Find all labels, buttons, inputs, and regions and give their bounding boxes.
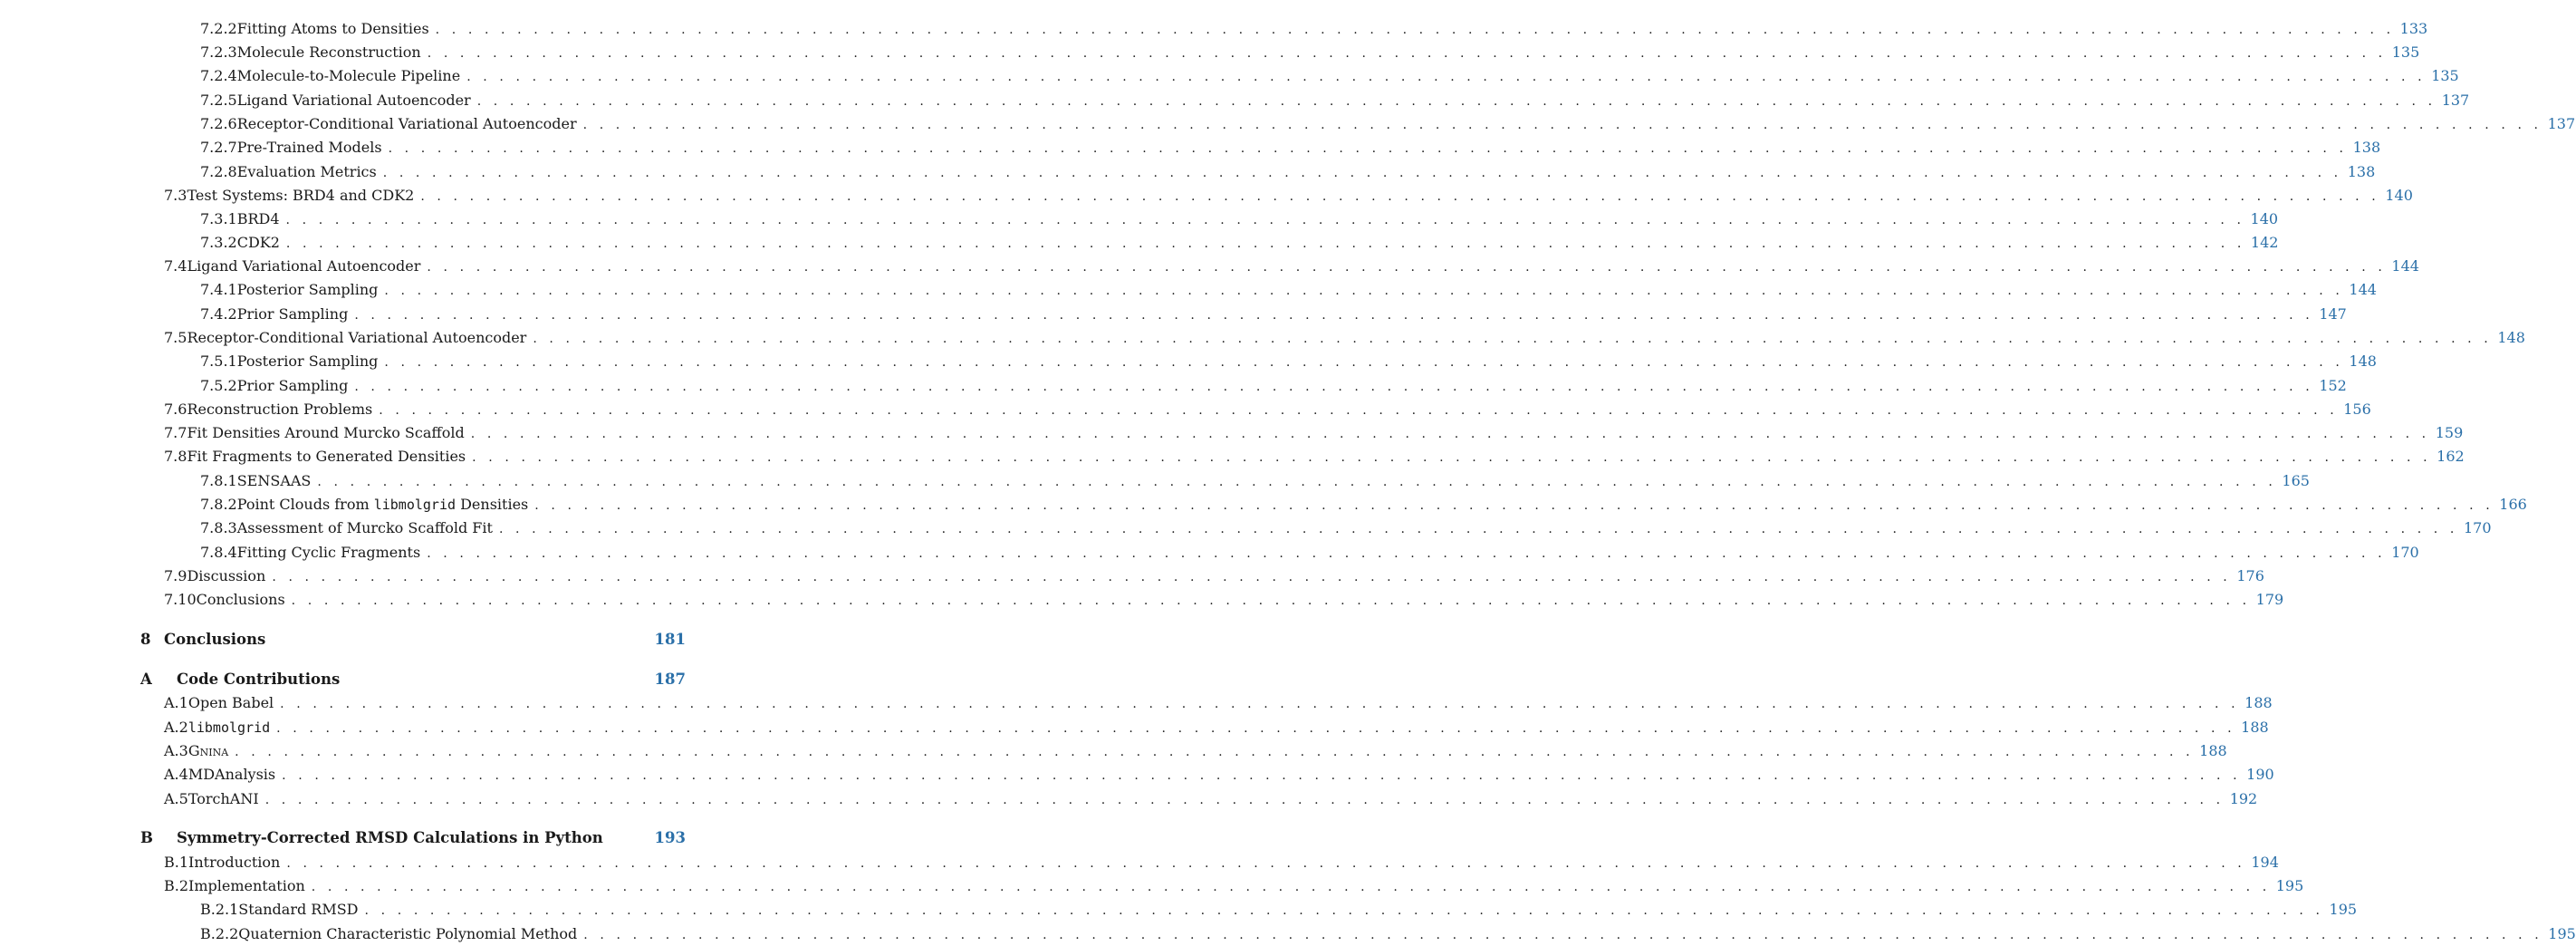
toc-page-link[interactable]: 193 bbox=[654, 829, 686, 846]
toc-entry[interactable] bbox=[200, 304, 2347, 325]
toc-page-link[interactable]: 176 bbox=[2236, 567, 2264, 584]
toc-leader-dots: . . . . . . . . . . . . . . . . . . . . . . . . . . . . . . . . . . . . . . . . . . . . . . . . . . . . . . . . . . . . . . . . . . . . . . . . . . . . . . . . . . . . . . . . . . . . . . . . . . . . . . . . . . . . . . . . . . . . . . . . bbox=[420, 189, 2380, 204]
toc-entry-title[interactable]: Posterior Sampling bbox=[236, 352, 379, 370]
toc-leader-dots: . . . . . . . . . . . . . . . . . . . . . . . . . . . . . . . . . . . . . . . . . . . . . . . . . . . . . . . . . . . . . . . . . . . . . . . . . . . . . . . . . . . . . . . . . . . . . . . . . . . . . . . . . . . . . . . . . . . . . . . . bbox=[583, 928, 2543, 942]
toc-entry[interactable] bbox=[164, 589, 2284, 611]
toc-entry-number: 7.2.5 bbox=[200, 92, 237, 109]
toc-page-link[interactable]: 166 bbox=[2499, 496, 2527, 513]
toc-entry-number: A.1 bbox=[164, 694, 188, 711]
toc-page-link[interactable]: 188 bbox=[2244, 694, 2273, 711]
toc-page-link[interactable]: 170 bbox=[2391, 544, 2419, 561]
toc-entry-number: 7.5 bbox=[164, 329, 187, 346]
toc-entry[interactable] bbox=[140, 827, 686, 849]
toc-entry-title[interactable]: Conclusions bbox=[164, 631, 266, 648]
toc-leader-dots: . . . . . . . . . . . . . . . . . . . . . . . . . . . . . . . . . . . . . . . . . . . . . . . . . . . . . . . . . . . . . . . . . . . . . . . . . . . . . . . . . . . . . . . . . . . . . . . . . . . . . . . . . . . . . . . . . . . . . . . . bbox=[282, 768, 2242, 783]
toc-entry-number: 7.10 bbox=[164, 591, 197, 608]
toc-leader-dots: . . . . . . . . . . . . . . . . . . . . . . . . . . . . . . . . . . . . . . . . . . . . . . . . . . . . . . . . . . . . . . . . . . . . . . . . . . . . . . . . . . . . . . . . . . . . . . . . . . . . . . . . . . . . . . . . . . . . . . . . bbox=[311, 880, 2271, 894]
toc-entry-title[interactable]: CDK2 bbox=[236, 234, 280, 251]
toc-entry[interactable] bbox=[164, 446, 2465, 468]
toc-entry-title[interactable]: Implementation bbox=[188, 877, 305, 894]
toc-entry-title[interactable]: Open Babel bbox=[187, 694, 274, 711]
toc-page-link[interactable]: 137 bbox=[2547, 115, 2576, 132]
toc-page-link[interactable]: 170 bbox=[2463, 519, 2492, 536]
toc-leader-dots: . . . . . . . . . . . . . . . . . . . . . . . . . . . . . . . . . . . . . . . . . . . . . . . . . . . . . . . . . . . . . . . . . . . . . . . . . . . . . . . . . . . . . . . . . . . . . . . . . . . . . . . . . . . . . . . . . . . . . . . . bbox=[291, 594, 2251, 608]
toc-entry[interactable] bbox=[164, 256, 2419, 277]
toc-entry[interactable] bbox=[164, 740, 2227, 762]
toc-entry-number: 7.3.1 bbox=[200, 210, 237, 227]
toc-leader-dots: . . . . . . . . . . . . . . . . . . . . . . . . . . . . . . . . . . . . . . . . . . . . . . . . . . . . . . . . . . . . . . . . . . . . . . . . . . . . . . . . . . . . . . . . . . . . . . . . . . . . . . . . . . . . . . . . . . . . . . . . bbox=[427, 260, 2387, 275]
toc-leader-dots: . . . . . . . . . . . . . . . . . . . . . . . . . . . . . . . . . . . . . . . . . . . . . . . . . . . . . . . . . . . . . . . . . . . . . . . . . . . . . . . . . . . . . . . . . . . . . . . . . . . . . . . . . . . . . . . . . . . . . . . . bbox=[470, 427, 2430, 441]
toc-entry-number: B.1 bbox=[164, 854, 189, 871]
toc-entry-title[interactable]: Point Clouds from libmolgrid Densities bbox=[236, 496, 529, 513]
toc-leader-dots: . . . . . . . . . . . . . . . . . . . . . . . . . . . . . . . . . . . . . . . . . . . . . . . . . . . . . . . . . . . . . . . . . . . . . . . . . . . . . . . . . . . . . . . . . . . . . . . . . . . . . . . . . . . . . . . . . . . . . . . . bbox=[533, 332, 2493, 346]
toc-entry-number: B bbox=[140, 829, 153, 846]
toc-entry-number: 7.5.2 bbox=[200, 377, 237, 394]
toc-page-link[interactable]: 156 bbox=[2343, 401, 2371, 418]
toc-entry-number: B.2.1 bbox=[200, 901, 239, 918]
toc-leader-dots: . . . . . . . . . . . . . . . . . . . . . . . . . . . . . . . . . . . . . . . . . . . . . . . . . . . . . . . . . . . . . . . . . . . . . . . . . . . . . . . . . . . . . . . . . . . . . . . . . . . . . . . . . . . . . . . . . . . . . . . . bbox=[472, 450, 2432, 465]
toc-entry-number: 7.8.2 bbox=[200, 496, 237, 513]
toc-entry-number: A bbox=[140, 671, 152, 688]
toc-leader-dots: . . . . . . . . . . . . . . . . . . . . . . . . . . . . . . . . . . . . . . . . . . . . . . . . . . . . . . . . . . . . . . . . . . . . . . . . . . . . . . . . . . . . . . . . . . . . . . . . . . . . . . . . . . . . . . . . . . . . . . . . bbox=[476, 94, 2437, 109]
toc-entry-title[interactable]: Symmetry-Corrected RMSD Calculations in Python bbox=[177, 829, 603, 846]
toc-page-link[interactable]: 140 bbox=[2250, 210, 2279, 227]
toc-page-link[interactable]: 133 bbox=[2399, 20, 2428, 37]
toc-entry-number: A.5 bbox=[164, 790, 188, 807]
toc-entry-title[interactable]: Fitting Atoms to Densities bbox=[236, 20, 429, 37]
toc-entry[interactable] bbox=[200, 517, 2492, 539]
toc-entry[interactable] bbox=[164, 692, 2273, 714]
toc-entry-title[interactable]: Fit Densities Around Murcko Scaffold bbox=[187, 424, 465, 441]
toc-leader-dots: . . . . . . . . . . . . . . . . . . . . . . . . . . . . . . . . . . . . . . . . . . . . . . . . . . . . . . . . . . . . . . . . . . . . . . . . . . . . . . . . . . . . . . . . . . . . . . . . . . . . . . . . . . . . . . . . . . . . . . . . bbox=[388, 141, 2348, 156]
toc-entry-title[interactable]: Prior Sampling bbox=[236, 377, 349, 394]
toc-leader-dots: . . . . . . . . . . . . . . . . . . . . . . . . . . . . . . . . . . . . . . . . . . . . . . . . . . . . . . . . . . . . . . . . . . . . . . . . . . . . . . . . . . . . . . . . . . . . . . . . . . . . . . . . . . . . . . . . . . . . . . . . bbox=[435, 23, 2395, 37]
toc-entry-title[interactable]: Posterior Sampling bbox=[236, 281, 379, 298]
toc-page-link[interactable]: 190 bbox=[2246, 766, 2274, 783]
toc-page-link[interactable]: 152 bbox=[2319, 377, 2347, 394]
toc-page-link[interactable]: 192 bbox=[2229, 790, 2258, 807]
toc-entry-number: A.3 bbox=[164, 742, 188, 759]
toc-page-link[interactable]: 140 bbox=[2385, 187, 2413, 204]
toc-entry-title[interactable]: Prior Sampling bbox=[236, 305, 349, 323]
toc-page-link[interactable]: 135 bbox=[2391, 43, 2420, 61]
toc-entry-number: 7.2.7 bbox=[200, 139, 237, 156]
toc-entry-number: 7.9 bbox=[164, 567, 187, 584]
toc-entry-number: 7.8.3 bbox=[200, 519, 237, 536]
toc-entry-number: 7.8.4 bbox=[200, 544, 237, 561]
toc-entry[interactable] bbox=[164, 764, 2274, 786]
toc-entry[interactable] bbox=[164, 565, 2264, 587]
toc-page-link[interactable]: 165 bbox=[2282, 472, 2310, 489]
toc-entry-number: 7.2.2 bbox=[200, 20, 237, 37]
toc-entry[interactable] bbox=[200, 923, 2576, 945]
toc-entry[interactable] bbox=[200, 542, 2419, 564]
toc-page-link[interactable]: 138 bbox=[2352, 139, 2381, 156]
toc-page-link[interactable]: 138 bbox=[2347, 163, 2376, 180]
toc-entry[interactable] bbox=[200, 375, 2347, 397]
toc-leader-dots: . . . . . . . . . . . . . . . . . . . . . . . . . . . . . . . . . . . . . . . . . . . . . . . . . . . . . . . . . . . . . . . . . . . . . . . . . . . . . . . . . . . . . . . . . . . . . . . . . . . . . . . . . . . . . . . . . . . . . . . . bbox=[354, 380, 2314, 394]
toc-page-link[interactable]: 159 bbox=[2435, 424, 2464, 441]
toc-leader-dots: . . . . . . . . . . . . . . . . . . . . . . . . . . . . . . . . . . . . . . . . . . . . . . . . . . . . . . . . . . . . . . . . . . . . . . . . . . . . . . . . . . . . . . . . . . . . . . . . . . . . . . . . . . . . . . . . . . . . . . . . bbox=[384, 284, 2344, 298]
toc-entry-title[interactable]: Quaternion Characteristic Polynomial Method bbox=[238, 925, 578, 942]
toc-entry-number: 7.4.2 bbox=[200, 305, 237, 323]
toc-page-link[interactable]: 135 bbox=[2431, 67, 2459, 84]
toc-entry-title[interactable]: Ligand Variational Autoencoder bbox=[236, 92, 471, 109]
toc-entry-number: 7.4 bbox=[164, 257, 187, 275]
toc-leader-dots: . . . . . . . . . . . . . . . . . . . . . . . . . . . . . . . . . . . . . . . . . . . . . . . . . . . . . . . . . . . . . . . . . . . . . . . . . . . . . . . . . . . . . . . . . . . . . . . . . . . . . . . . . . . . . . . . . . . . . . . . bbox=[317, 475, 2277, 489]
toc-page-link[interactable]: 142 bbox=[2250, 234, 2279, 251]
toc-entry[interactable] bbox=[200, 42, 2420, 63]
toc-entry-number: 7.4.1 bbox=[200, 281, 237, 298]
toc-entry-title[interactable]: Code Contributions bbox=[177, 671, 341, 688]
toc-entry-number: A.2 bbox=[164, 719, 188, 736]
toc-page-link[interactable]: 188 bbox=[2199, 742, 2227, 759]
toc-entry-title[interactable]: MDAnalysis bbox=[187, 766, 276, 783]
toc-leader-dots: . . . . . . . . . . . . . . . . . . . . . . . . . . . . . . . . . . . . . . . . . . . . . . . . . . . . . . . . . . . . . . . . . . . . . . . . . . . . . . . . . . . . . . . . . . . . . . . . . . . . . . . . . . . . . . . . . . . . . . . . bbox=[498, 522, 2458, 536]
toc-entry-title[interactable]: SENSAAS bbox=[236, 472, 312, 489]
toc-entry-title[interactable]: Ligand Variational Autoencoder bbox=[187, 257, 421, 275]
toc-entry-number: 7.2.8 bbox=[200, 163, 237, 180]
toc-entry-title[interactable]: Receptor-Conditional Variational Autoencoder bbox=[187, 329, 527, 346]
toc-leader-dots: . . . . . . . . . . . . . . . . . . . . . . . . . . . . . . . . . . . . . . . . . . . . . . . . . . . . . . . . . . . . . . . . . . . . . . . . . . . . . . . . . . . . . . . . . . . . . . . . . . . . . . . . . . . . . . . . . . . . . . . . bbox=[272, 570, 2232, 584]
toc-entry-title[interactable]: Test Systems: BRD4 and CDK2 bbox=[187, 187, 415, 204]
toc-entry-number: 7.5.1 bbox=[200, 352, 237, 370]
toc-entry[interactable] bbox=[164, 875, 2304, 897]
toc-entry-number: 7.3 bbox=[164, 187, 187, 204]
toc-entry[interactable] bbox=[200, 351, 2377, 372]
toc-entry[interactable] bbox=[200, 113, 2576, 135]
toc-entry-number: 7.8.1 bbox=[200, 472, 237, 489]
toc-entry-title[interactable]: TorchANI bbox=[187, 790, 259, 807]
toc-leader-dots: . . . . . . . . . . . . . . . . . . . . . . . . . . . . . . . . . . . . . . . . . . . . . . . . . . . . . . . . . . . . . . . . . . . . . . . . . . . . . . . . . . . . . . . . . . . . . . . . . . . . . . . . . . . . . . . . . . . . . . . . bbox=[427, 546, 2387, 561]
toc-entry-number: 7.3.2 bbox=[200, 234, 237, 251]
toc-entry[interactable] bbox=[200, 470, 2310, 492]
toc-entry[interactable] bbox=[164, 185, 2413, 207]
toc-entry[interactable] bbox=[140, 669, 686, 690]
toc-entry[interactable] bbox=[200, 137, 2381, 159]
toc-entry-title[interactable]: Fit Fragments to Generated Densities bbox=[187, 448, 466, 465]
toc-leader-dots: . . . . . . . . . . . . . . . . . . . . . . . . . . . . . . . . . . . . . . . . . . . . . . . . . . . . . . . . . . . . . . . . . . . . . . . . . . . . . . . . . . . . . . . . . . . . . . . . . . . . . . . . . . . . . . . . . . . . . . . . bbox=[285, 236, 2245, 251]
toc-page-link[interactable]: 187 bbox=[654, 671, 686, 688]
toc-leader-dots: . . . . . . . . . . . . . . . . . . . . . . . . . . . . . . . . . . . . . . . . . . . . . . . . . . . . . . . . . . . . . . . . . . . . . . . . . . . . . . . . . . . . . . . . . . . . . . . . . . . . . . . . . . . . . . . . . . . . . . . . bbox=[384, 355, 2344, 370]
toc-entry[interactable] bbox=[164, 327, 2525, 349]
toc-entry-number: 8 bbox=[140, 631, 151, 648]
toc-page-link[interactable]: 148 bbox=[2349, 352, 2377, 370]
toc-entry-number: 7.2.6 bbox=[200, 115, 237, 132]
toc-entry-number: B.2.2 bbox=[200, 925, 239, 942]
toc-leader-dots: . . . . . . . . . . . . . . . . . . . . . . . . . . . . . . . . . . . . . . . . . . . . . . . . . . . . . . . . . . . . . . . . . . . . . . . . . . . . . . . . . . . . . . . . . . . . . . . . . . . . . . . . . . . . . . . . . . . . . . . . bbox=[582, 118, 2542, 132]
toc-entry-title[interactable]: Molecule Reconstruction bbox=[236, 43, 421, 61]
toc-leader-dots: . . . . . . . . . . . . . . . . . . . . . . . . . . . . . . . . . . . . . . . . . . . . . . . . . . . . . . . . . . . . . . . . . . . . . . . . . . . . . . . . . . . . . . . . . . . . . . . . . . . . . . . . . . . . . . . . . . . . . . . . bbox=[466, 70, 2427, 84]
toc-entry-title[interactable]: Receptor-Conditional Variational Autoencoder bbox=[236, 115, 577, 132]
toc-entry[interactable] bbox=[164, 422, 2464, 444]
toc-entry[interactable] bbox=[200, 65, 2459, 87]
toc-entry-title[interactable]: Standard RMSD bbox=[238, 901, 359, 918]
toc-entry-number: 7.8 bbox=[164, 448, 187, 465]
toc-page-link[interactable]: 188 bbox=[2241, 719, 2269, 736]
toc-leader-dots: . . . . . . . . . . . . . . . . . . . . . . . . . . . . . . . . . . . . . . . . . . . . . . . . . . . . . . . . . . . . . . . . . . . . . . . . . . . . . . . . . . . . . . . . . . . . . . . . . . . . . . . . . . . . . . . . . . . . . . . . bbox=[364, 903, 2324, 918]
toc-entry[interactable] bbox=[200, 18, 2428, 40]
toc-page-link[interactable]: 162 bbox=[2437, 448, 2465, 465]
toc-leader-dots: . . . . . . . . . . . . . . . . . . . . . . . . . . . . . . . . . . . . . . . . . . . . . . . . . . . . . . . . . . . . . . . . . . . . . . . . . . . . . . . . . . . . . . . . . . . . . . . . . . . . . . . . . . . . . . . . . . . . . . . . bbox=[280, 697, 2240, 711]
toc-page-link[interactable]: 179 bbox=[2255, 591, 2284, 608]
toc-entry-title[interactable]: Molecule-to-Molecule Pipeline bbox=[236, 67, 461, 84]
toc-entry-title[interactable]: Pre-Trained Models bbox=[236, 139, 382, 156]
toc-leader-dots: . . . . . . . . . . . . . . . . . . . . . . . . . . . . . . . . . . . . . . . . . . . . . . . . . . . . . . . . . . . . . . . . . . . . . . . . . . . . . . . . . . . . . . . . . . . . . . . . . . . . . . . . . . . . . . . . . . . . . . . . bbox=[354, 308, 2314, 323]
toc-leader-dots: . . . . . . . . . . . . . . . . . . . . . . . . . . . . . . . . . . . . . . . . . . . . . . . . . . . . . . . . . . . . . . . . . . . . . . . . . . . . . . . . . . . . . . . . . . . . . . . . . . . . . . . . . . . . . . . . . . . . . . . . bbox=[285, 213, 2245, 227]
toc-entry[interactable] bbox=[200, 899, 2358, 921]
toc-entry-title[interactable]: Discussion bbox=[187, 567, 266, 584]
toc-entry[interactable] bbox=[200, 279, 2377, 301]
toc-page-link[interactable]: 195 bbox=[2275, 877, 2304, 894]
toc-entry-title[interactable]: Conclusions bbox=[196, 591, 285, 608]
toc-entry-title[interactable]: Evaluation Metrics bbox=[236, 163, 377, 180]
toc-page-link[interactable]: 144 bbox=[2349, 281, 2377, 298]
toc-entry-number: 7.2.3 bbox=[200, 43, 237, 61]
toc-entry-number: B.2 bbox=[164, 877, 189, 894]
toc-entry[interactable] bbox=[200, 90, 2470, 111]
toc-entry[interactable] bbox=[164, 399, 2371, 420]
toc-entry[interactable] bbox=[164, 788, 2258, 810]
toc-entry-number: 7.7 bbox=[164, 424, 187, 441]
toc-entry[interactable] bbox=[164, 717, 2269, 738]
toc-leader-dots: . . . . . . . . . . . . . . . . . . . . . . . . . . . . . . . . . . . . . . . . . . . . . . . . . . . . . . . . . . . . . . . . . . . . . . . . . . . . . . . . . . . . . . . . . . . . . . . . . . . . . . . . . . . . . . . . . . . . . . . . bbox=[427, 46, 2387, 61]
toc-entry-title[interactable]: BRD4 bbox=[236, 210, 280, 227]
toc-entry-title[interactable]: Assessment of Murcko Scaffold Fit bbox=[236, 519, 493, 536]
toc-page-link[interactable]: 181 bbox=[654, 631, 686, 648]
toc-entry[interactable] bbox=[164, 852, 2279, 874]
toc-entry-title[interactable]: Reconstruction Problems bbox=[187, 401, 373, 418]
toc-page-link[interactable]: 194 bbox=[2251, 854, 2279, 871]
toc-page-link[interactable]: 147 bbox=[2319, 305, 2347, 323]
toc-entry[interactable] bbox=[200, 232, 2279, 254]
toc-leader-dots: . . . . . . . . . . . . . . . . . . . . . . . . . . . . . . . . . . . . . . . . . . . . . . . . . . . . . . . . . . . . . . . . . . . . . . . . . . . . . . . . . . . . . . . . . . . . . . . . . . . . . . . . . . . . . . . . . . . . . . . . bbox=[382, 166, 2342, 180]
toc-leader-dots: . . . . . . . . . . . . . . . . . . . . . . . . . . . . . . . . . . . . . . . . . . . . . . . . . . . . . . . . . . . . . . . . . . . . . . . . . . . . . . . . . . . . . . . . . . . . . . . . . . . . . . . . . . . . . . . . . . . . . . . . bbox=[264, 793, 2225, 807]
toc-leader-dots: . . . . . . . . . . . . . . . . . . . . . . . . . . . . . . . . . . . . . . . . . . . . . . . . . . . . . . . . . . . . . . . . . . . . . . . . . . . . . . . . . . . . . . . . . . . . . . . . . . . . . . . . . . . . . . . . . . . . . . . . bbox=[534, 498, 2494, 513]
toc-leader-dots: . . . . . . . . . . . . . . . . . . . . . . . . . . . . . . . . . . . . . . . . . . . . . . . . . . . . . . . . . . . . . . . . . . . . . . . . . . . . . . . . . . . . . . . . . . . . . . . . . . . . . . . . . . . . . . . . . . . . . . . . bbox=[286, 856, 2246, 871]
toc-page-link[interactable]: 148 bbox=[2497, 329, 2525, 346]
toc-entry-title[interactable]: Introduction bbox=[188, 854, 281, 871]
toc-entry[interactable] bbox=[200, 161, 2376, 183]
toc-page-link[interactable]: 195 bbox=[2548, 925, 2576, 942]
toc-entry[interactable] bbox=[200, 208, 2279, 230]
toc-page-link[interactable]: 144 bbox=[2391, 257, 2419, 275]
toc-page-link[interactable]: 195 bbox=[2329, 901, 2358, 918]
toc-entry-title[interactable]: Gnina bbox=[187, 742, 229, 759]
toc-entry-title[interactable]: Fitting Cyclic Fragments bbox=[236, 544, 421, 561]
toc-leader-dots: . . . . . . . . . . . . . . . . . . . . . . . . . . . . . . . . . . . . . . . . . . . . . . . . . . . . . . . . . . . . . . . . . . . . . . . . . . . . . . . . . . . . . . . . . . . . . . . . . . . . . . . . . . . . . . . . . . . . . . . . bbox=[235, 745, 2195, 759]
toc-entry-number: 7.2.4 bbox=[200, 67, 237, 84]
toc-entry-number: A.4 bbox=[164, 766, 188, 783]
toc-entry[interactable] bbox=[140, 629, 686, 651]
toc-entry-title[interactable]: libmolgrid bbox=[187, 719, 271, 736]
toc-leader-dots: . . . . . . . . . . . . . . . . . . . . . . . . . . . . . . . . . . . . . . . . . . . . . . . . . . . . . . . . . . . . . . . . . . . . . . . . . . . . . . . . . . . . . . . . . . . . . . . . . . . . . . . . . . . . . . . . . . . . . . . . bbox=[379, 403, 2339, 418]
toc-entry[interactable] bbox=[200, 494, 2527, 516]
toc-page-link[interactable]: 137 bbox=[2441, 92, 2470, 109]
toc-leader-dots: . . . . . . . . . . . . . . . . . . . . . . . . . . . . . . . . . . . . . . . . . . . . . . . . . . . . . . . . . . . . . . . . . . . . . . . . . . . . . . . . . . . . . . . . . . . . . . . . . . . . . . . . . . . . . . . . . . . . . . . . bbox=[276, 721, 2236, 736]
toc-entry-number: 7.6 bbox=[164, 401, 187, 418]
